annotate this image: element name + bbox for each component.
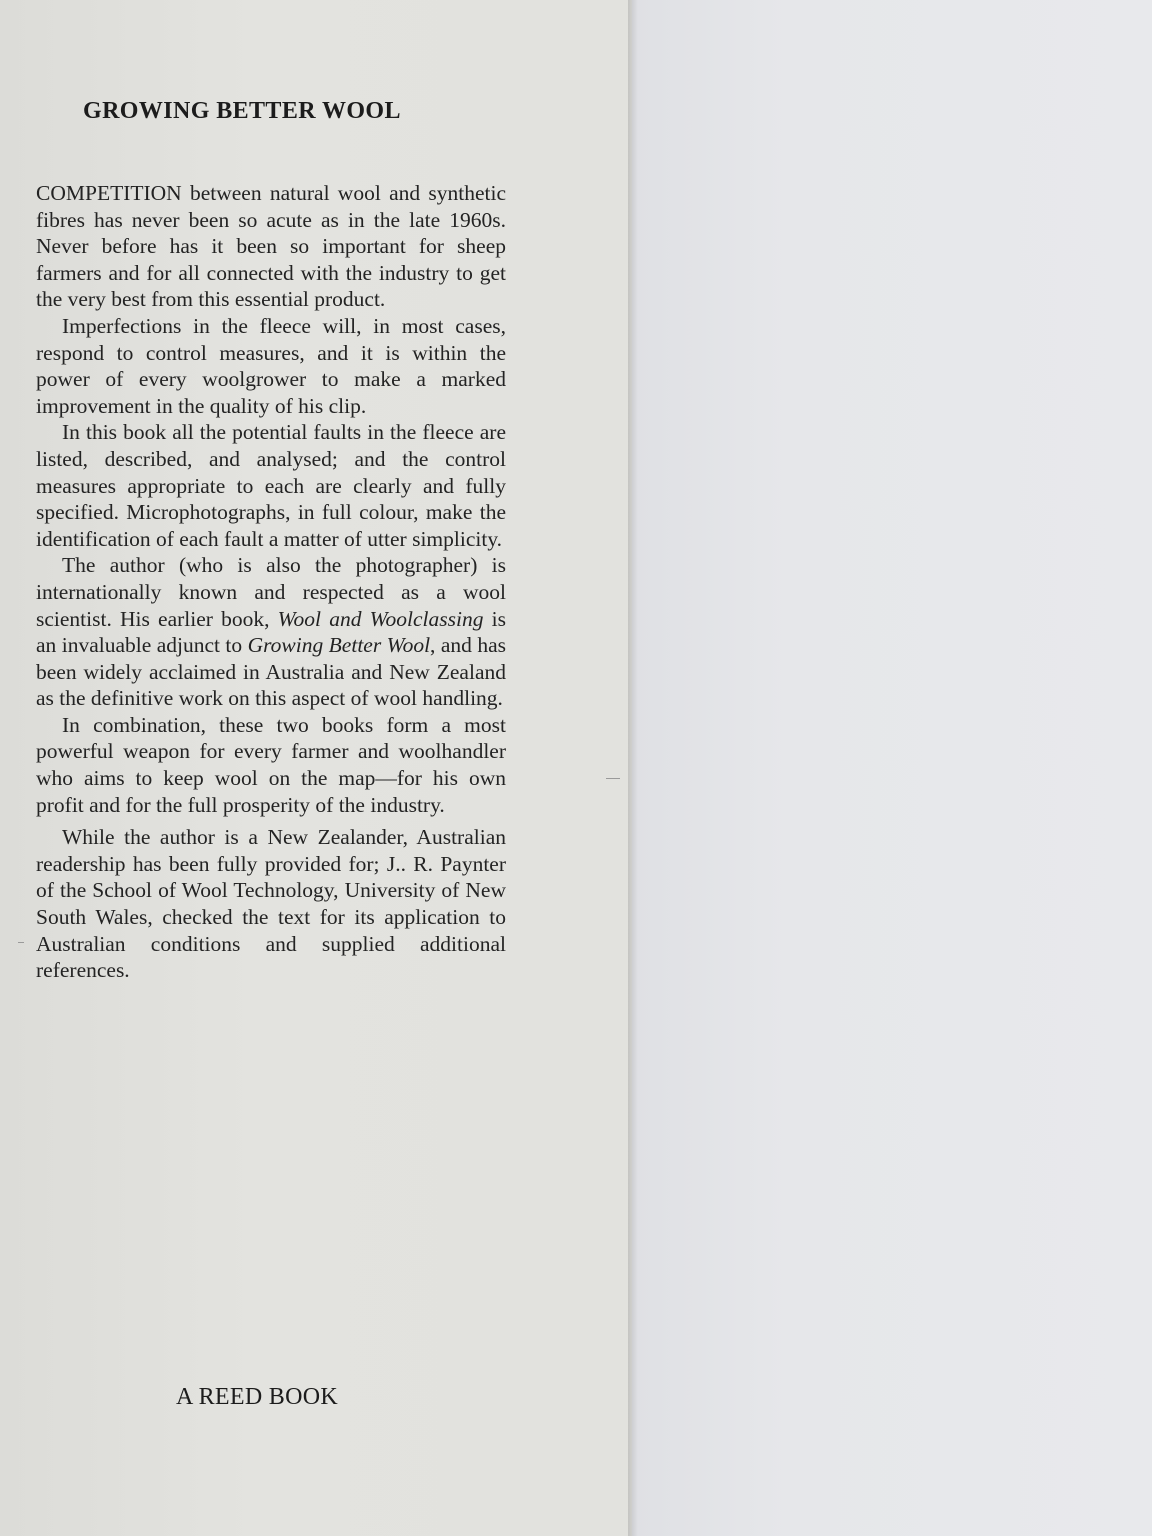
blurb-paragraph: In combination, these two books form a most powerful weapon for every farmer and woolhandler who aims to keep wool on the map—for his own profit and for the full prosperity of the industry. — [36, 712, 506, 817]
blurb-paragraph: Imperfections in the fleece will, in most cases, respond to control measures, and it is within the power of every woolgrower to make a marked improvement in the quality of his clip. — [36, 313, 506, 418]
paper-mark — [606, 778, 620, 779]
publisher-line: A REED BOOK — [176, 1384, 338, 1410]
paper-mark — [18, 942, 24, 943]
blurb-text — [36, 180, 506, 984]
blurb-paragraph: In this book all the potential faults in the fleece are listed, described, and analysed; and the control measures appropriate to each are clearly and fully specified. Microphotographs, in full colour, make the identification of each fault a matter of utter simplicity. — [36, 420, 506, 551]
blank-endpaper — [632, 0, 1152, 1536]
book-title-reference: Wool and Woolclassing — [277, 606, 484, 631]
blurb-paragraph: The author (who is also the photographer) is internationally known and respected as a wool scientist. His earlier book, Wool and Woolclassing is an invaluable adjunct to Growing Better Wool, and has been widely acclaimed in Australia and New Zealand as the definitive work on this aspect of wool handling. — [36, 553, 507, 711]
book-title-reference: Growing Better Wool — [247, 633, 431, 658]
blurb-paragraph: COMPETITION between natural wool and synthetic fibres has never been so acute as in the late 1960s. Never before has it been so important for sheep farmers and for all connected with the industry to get the very best from this essential product. — [36, 181, 506, 312]
flap-edge-shadow — [628, 0, 638, 1536]
book-title: GROWING BETTER WOOL — [83, 98, 401, 124]
blurb-paragraph: While the author is a New Zealander, Australian readership has been fully provided for; J.. R. Paynter of the School of Wool Technology, University of New South Wales, checked the text for its application to Australian conditions and supplied additional references. — [36, 825, 506, 983]
